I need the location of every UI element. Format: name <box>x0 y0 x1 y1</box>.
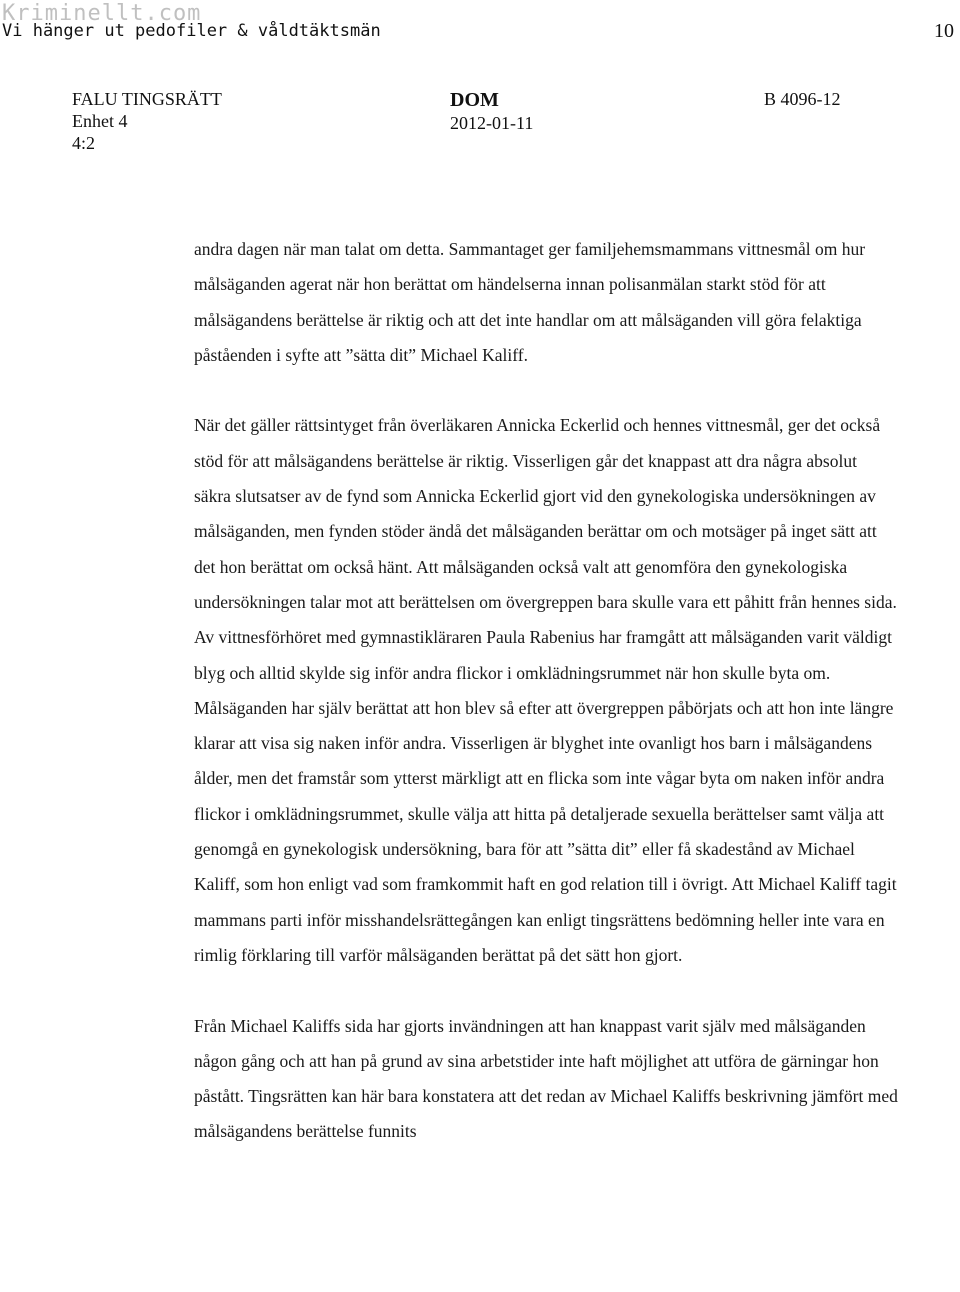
paragraph: andra dagen när man talat om detta. Sammantaget ger familjehemsmammans vittnesmål om hur målsäganden agerat när hon berättat om händelserna innan polisanmälan starkt stöd för att målsägandens berättelse är riktig och att det inte handlar om att målsäganden vill göra felaktiga påståenden i syfte att ”sätta dit” Michael Kaliff. <box>194 239 866 365</box>
document-body <box>194 232 898 1150</box>
document-type: DOM <box>450 89 499 111</box>
document-info <box>450 88 533 134</box>
page-number: 10 <box>934 20 954 42</box>
site-title: Kriminellt.com <box>2 1 202 26</box>
court-unit: Enhet 4 <box>72 111 128 131</box>
court-name: FALU TINGSRÄTT <box>72 89 222 109</box>
paragraph: När det gäller rättsintyget från överläkaren Annicka Eckerlid och hennes vittnesmål, ger det också stöd för att målsägandens berättelse är riktig. Visserligen går det knappast att dra några absolut säkra slutsatser av de fynd som Annicka Eckerlid gjort vid den gynekologiska undersökningen av målsäganden, men fynden stöder ändå det målsäganden berättar om och motsäger på inget sätt att det hon berättat om också hänt. Att målsäganden också valt att genomföra den gynekologiska undersökningen talar mot att berättelsen om övergreppen bara skulle vara ett påhitt från hennes sida. Av vittnesförhöret med gymnastikläraren Paula Rabenius har framgått att målsäganden varit väldigt blyg och alltid skylde sig inför andra flickor i omklädningsrummet när hon skulle byta om. Målsäganden har själv berättat att hon blev så efter att övergreppen påbörjats och att hon inte längre klarar att visa sig naken inför andra. Visserligen är blyghet inte ovanligt hos barn i målsägandens ålder, men det framstår som ytterst märkligt att en flicka som inte vågar byta om naken inför andra flickor i omklädningsrummet, skulle välja att hitta på detaljerade sexuella berättelser samt välja att genomgå en gynekologisk undersökning, bara för att ”sätta dit” eller få skadestånd av Michael Kaliff, som hon enligt vad som framkommit haft en god relation till i övrigt. Att Michael Kaliff tagit mammans parti inför misshandelsrättegången kan enligt tingsrättens bedömning heller inte vara en rimlig förklaring till varför målsäganden berättat på det sätt hon gjort. <box>194 415 897 965</box>
court-header <box>72 88 862 158</box>
paragraph: Från Michael Kaliffs sida har gjorts invändningen att han knappast varit själv med målsäganden någon gång och att han på grund av sina arbetstider inte haft möjlighet att utföra de gärningar hon påstått. Tingsrätten kan här bara konstatera att det redan av Michael Kaliffs beskrivning jämfört med målsägandens berättelse funnits <box>194 1015 898 1142</box>
document-date: 2012-01-11 <box>450 113 534 133</box>
court-section: 4:2 <box>72 133 96 153</box>
court-info <box>72 88 222 154</box>
site-subtitle: Vi hänger ut pedofiler & våldtäktsmän <box>2 21 381 41</box>
case-number: B 4096-12 <box>764 89 841 109</box>
